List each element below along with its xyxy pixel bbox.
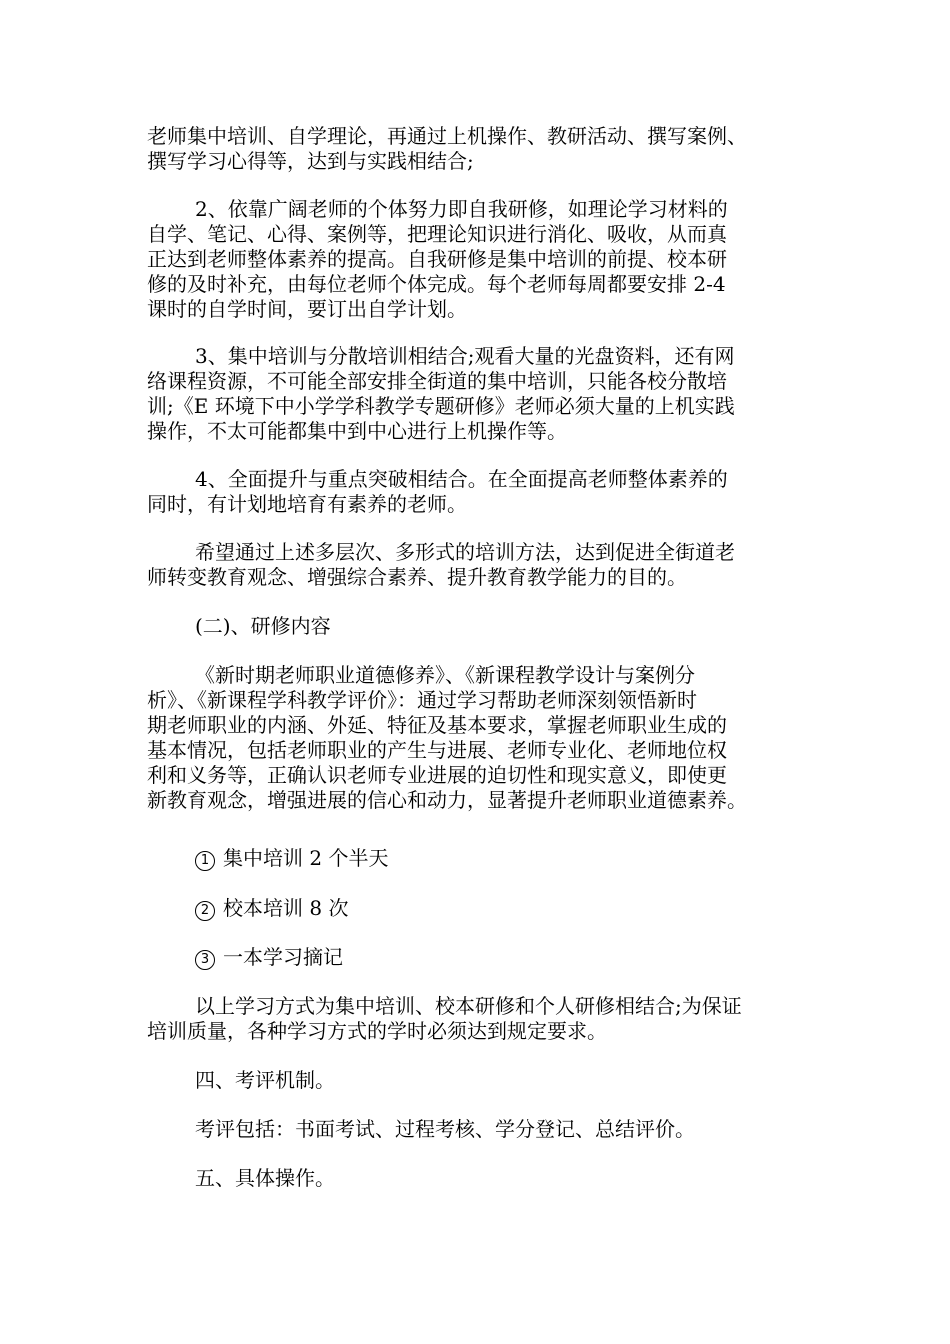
text-line: 3、集中培训与分散培训相结合;观看大量的光盘资料，还有网: [195, 344, 735, 368]
text-line: 4、全面提升与重点突破相结合。在全面提高老师整体素养的: [195, 467, 728, 491]
circled-number: 3: [195, 950, 215, 970]
text-line: 2、依靠广阔老师的个体努力即自我研修，如理论学习材料的: [195, 197, 728, 221]
text-line: 同时，有计划地培育有素养的老师。: [147, 492, 467, 516]
circled-number: 2: [195, 901, 215, 921]
text-line: 希望通过上述多层次、多形式的培训方法，达到促进全街道老: [195, 540, 735, 564]
text-line: 基本情况，包括老师职业的产生与进展、老师专业化、老师地位权: [147, 738, 727, 762]
text-line: 自学、笔记、心得、案例等，把理论知识进行消化、吸收，从而真: [147, 222, 727, 246]
text-line: 以上学习方式为集中培训、校本研修和个人研修相结合;为保证: [195, 994, 742, 1018]
list-item-text: 一本学习摘记: [223, 945, 343, 969]
section-heading-operation: [147, 1166, 807, 1191]
paragraph-study-content: [147, 663, 807, 813]
text-line: 《新时期老师职业道德修养》、《新课程教学设计与案例分: [195, 663, 695, 687]
circled-number: 1: [195, 851, 215, 871]
list-item-text: 校本培训 8 次: [223, 896, 349, 920]
text-line: 训;《E 环境下中小学学科教学专题研修》老师必须大量的上机实践: [147, 394, 735, 418]
text-line: 课时的自学时间，要订出自学计划。: [147, 297, 467, 321]
list-item-text: 集中培训 2 个半天: [223, 846, 389, 870]
text-line: 新教育观念，增强进展的信心和动力，显著提升老师职业道德素养。: [147, 788, 747, 812]
list-item: [195, 896, 348, 921]
text-line: 正达到老师整体素养的提高。自我研修是集中培训的前提、校本研: [147, 247, 727, 271]
list-item: [195, 945, 343, 970]
text-line: 师转变教育观念、增强综合素养、提升教育教学能力的目的。: [147, 565, 687, 589]
section-heading-evaluation: [147, 1068, 807, 1093]
paragraph-study-methods: [147, 994, 807, 1044]
text-line: 五、具体操作。: [195, 1166, 335, 1190]
text-line: 络课程资源，不可能全部安排全街道的集中培训，只能各校分散培: [147, 369, 727, 393]
paragraph-self-study: [147, 197, 807, 322]
text-line: 析》、《新课程学科教学评价》：通过学习帮助老师深刻领悟新时: [147, 688, 697, 712]
text-line: (二)、研修内容: [195, 614, 331, 638]
text-line: 考评包括：书面考试、过程考核、学分登记、总结评价。: [195, 1117, 695, 1141]
text-line: 四、考评机制。: [195, 1068, 335, 1092]
text-line: 利和义务等，正确认识老师专业进展的迫切性和现实意义，即使更: [147, 763, 727, 787]
paragraph-goal: [147, 540, 807, 590]
text-line: 撰写学习心得等，达到与实践相结合;: [147, 149, 474, 173]
list-item: [195, 846, 388, 871]
text-line: 期老师职业的内涵、外延、特征及基本要求，掌握老师职业生成的: [147, 713, 727, 737]
paragraph-training-methods-continued: [147, 124, 807, 174]
paragraph-evaluation-contents: [147, 1117, 807, 1142]
text-line: 操作，不太可能都集中到中心进行上机操作等。: [147, 419, 567, 443]
text-line: 修的及时补充，由每位老师个体完成。每个老师每周都要安排 2-4: [147, 272, 726, 296]
text-line: 培训质量，各种学习方式的学时必须达到规定要求。: [147, 1019, 607, 1043]
paragraph-centralized-and-distributed: [147, 344, 807, 444]
section-heading-study-content: [147, 614, 807, 639]
text-line: 老师集中培训、自学理论，再通过上机操作、教研活动、撰写案例、: [147, 124, 747, 148]
paragraph-overall-and-key: [147, 467, 807, 517]
